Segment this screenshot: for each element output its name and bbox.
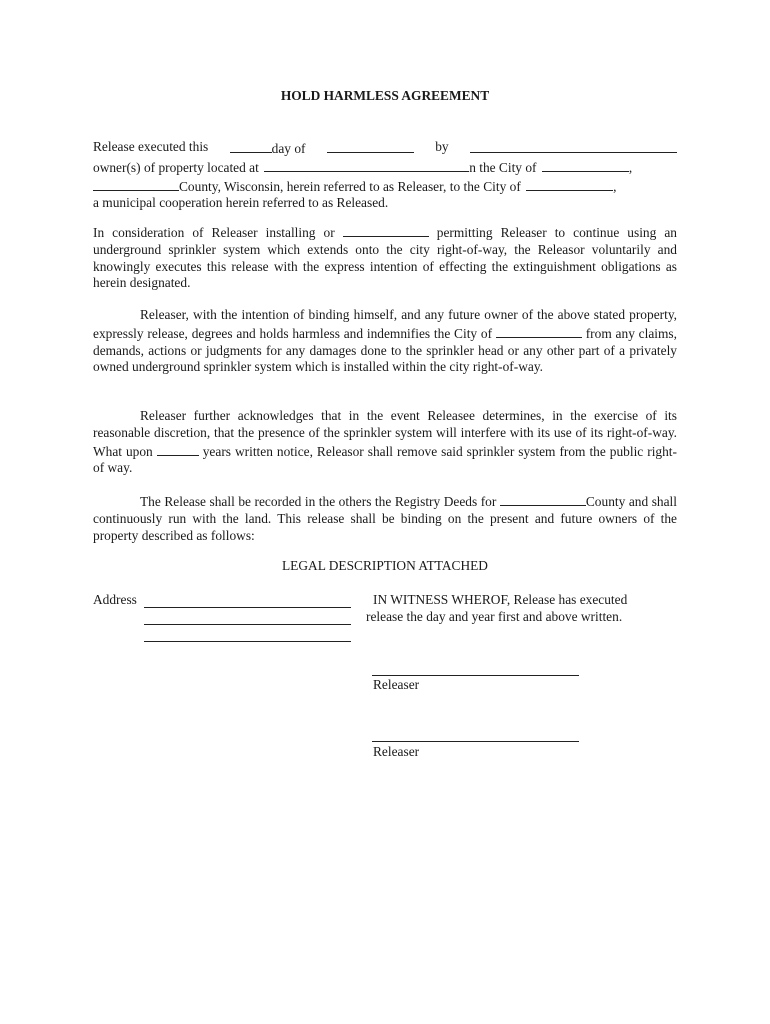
p1-text-owners: owner(s) of property located at (93, 159, 259, 175)
witness-line-1: IN WITNESS WHEROF, Release has executed (373, 592, 628, 607)
month-blank[interactable] (327, 139, 414, 153)
paragraph-acknowledges (93, 408, 677, 477)
witness-line-2: release the day and year first and above written. (366, 608, 623, 624)
city-blank-2[interactable] (526, 177, 613, 191)
p2-text-installing: In consideration of Releaser installing or (93, 225, 335, 240)
p1-line-1 (93, 139, 677, 158)
p1-text-city-of: n the City of (469, 159, 537, 175)
p2-text-permitting: permitting Releaser to continue using an underground sprinkler system which extends onto the city right-of-way, the Releasor voluntarily and knowingly executes this release with the express intention of effecting the extinguishment obligations as herein designated. (93, 225, 677, 291)
address-line-1[interactable] (144, 607, 351, 608)
page-title: HOLD HARMLESS AGREEMENT (280, 88, 490, 103)
owner-name-blank[interactable] (470, 139, 677, 153)
witness-statement (366, 592, 686, 626)
county-blank-2[interactable] (500, 492, 586, 506)
installing-blank[interactable] (343, 223, 429, 237)
paragraph-recorded (93, 492, 677, 544)
years-blank[interactable] (157, 442, 199, 456)
p1-comma-1: , (628, 159, 633, 175)
paragraph-binding (93, 307, 677, 376)
p1-text-municipal: a municipal cooperation herein referred to as Released. (93, 195, 389, 211)
day-blank[interactable] (230, 139, 272, 153)
p3-text-binding: Releaser, with the intention of binding himself, and any future owner of the above stated property, expressly release, degrees and holds harmless and indemnifies the City of (93, 307, 677, 341)
signature-label-2: Releaser (373, 744, 420, 759)
address-line-2[interactable] (144, 624, 351, 625)
p5-text-continuously: County and shall continuously run with the land. This release shall be binding on the present and future owners of the property described as follows: (93, 494, 677, 543)
paragraph-release-executed (93, 139, 677, 212)
city-blank-1[interactable] (542, 158, 629, 172)
signature-line-2[interactable] (372, 741, 579, 742)
p3-text-claims: from any claims, demands, actions or judgments for any damages done to the sprinkler head or any other part of a privately owned underground sprinkler system which is installed within the city right-of-way. (93, 325, 677, 375)
p1-line-2 (93, 158, 677, 177)
p5-text-recorded: The Release shall be recorded in the others the Registry Deeds for (140, 494, 497, 509)
legal-description-heading: LEGAL DESCRIPTION ATTACHED (282, 558, 488, 573)
county-blank-1[interactable] (93, 177, 179, 191)
signature-line-1[interactable] (372, 675, 579, 676)
p1-comma-2: , (613, 178, 617, 194)
signature-label-1: Releaser (373, 677, 420, 692)
p1-text-executed: Release executed this (93, 139, 209, 154)
p1-line-3 (93, 177, 677, 196)
paragraph-consideration (93, 223, 677, 292)
p1-text-county: County, Wisconsin, herein referred to as Releaser, to the City of (179, 178, 521, 194)
address-line-3[interactable] (144, 641, 351, 642)
city-blank-3[interactable] (496, 324, 582, 338)
p1-text-by: by (435, 139, 449, 154)
p4-text-notice: years written notice, Releasor shall remove said sprinkler system from the public right-of way. (93, 443, 677, 476)
address-label: Address (93, 592, 137, 607)
property-location-blank[interactable] (264, 158, 469, 172)
p4-text-acknowledges: Releaser further acknowledges that in the event Releasee determines, in the exercise of its reasonable discretion, that the presence of the sprinkler system will interfere with its use of its right-of-way. What upon (93, 408, 677, 459)
p1-text-day-of: day of (271, 141, 306, 156)
